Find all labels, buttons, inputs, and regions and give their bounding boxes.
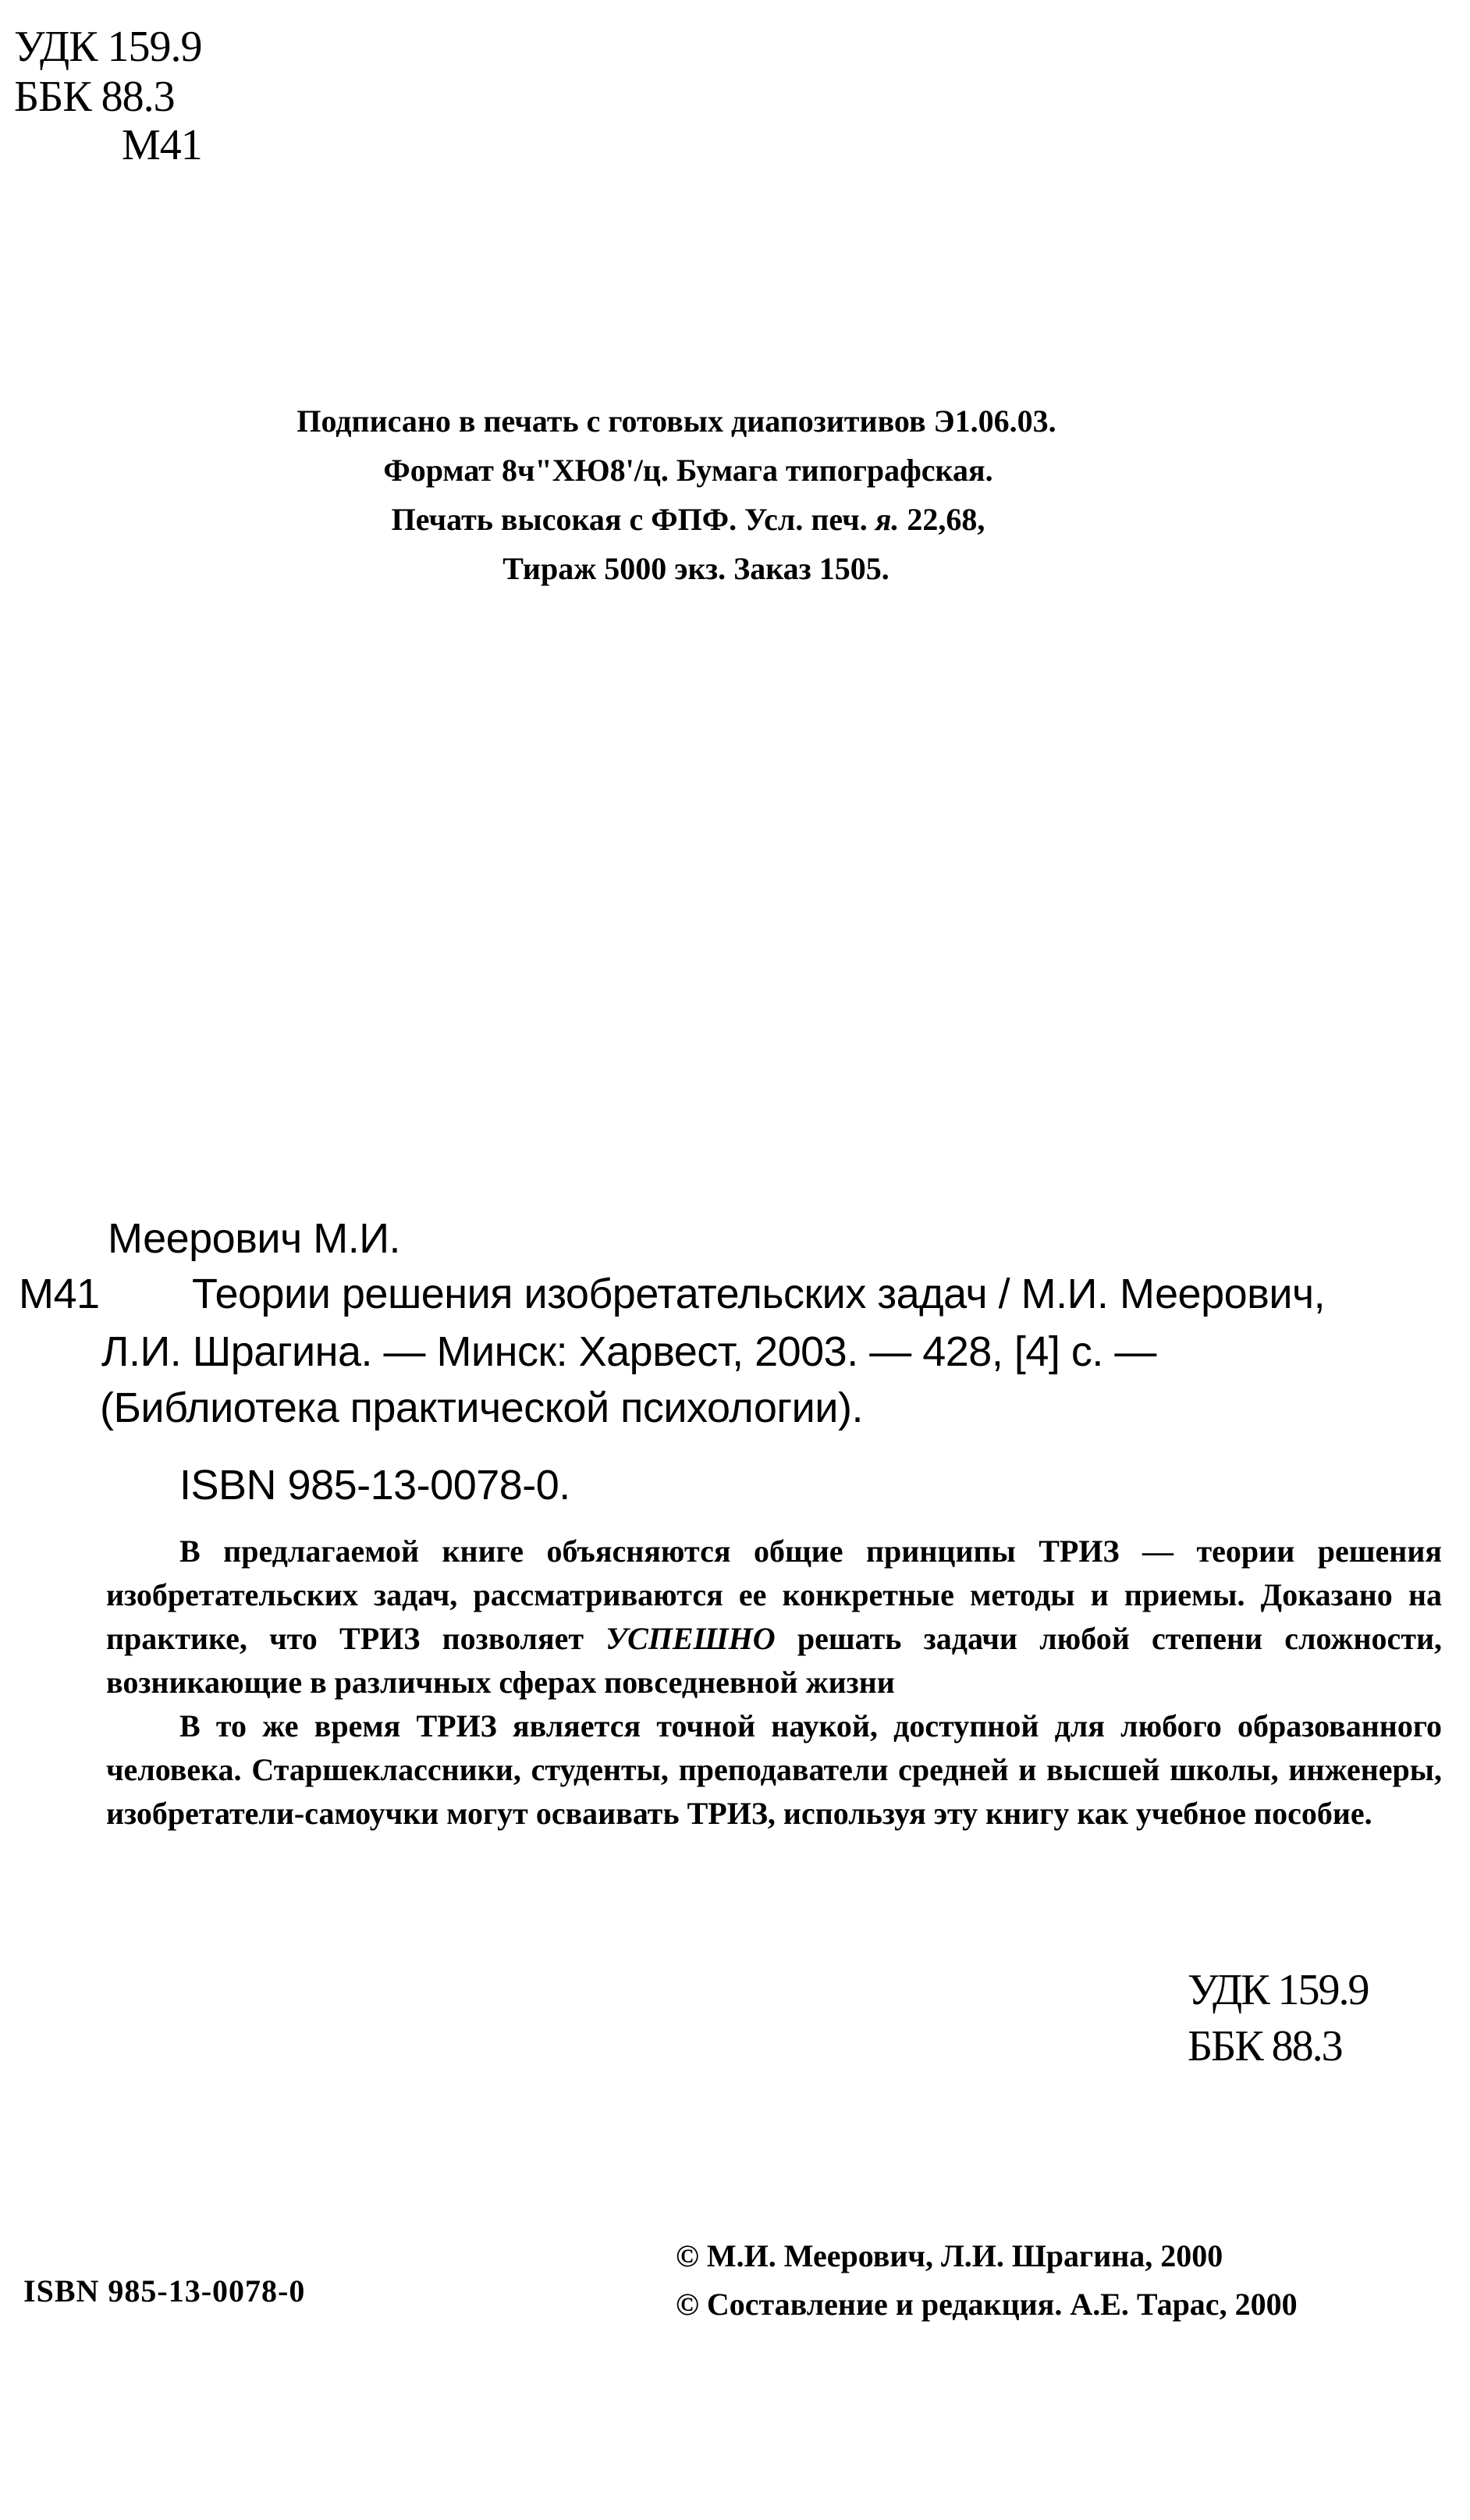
footer-isbn: ISBN 985-13-0078-0	[23, 2273, 306, 2309]
bbk-code: ББК 88.3	[14, 73, 175, 121]
print-sheets-italic: я.	[875, 502, 900, 537]
copyright-editing: © Составление и редакция. А.Е. Тарас, 2000	[676, 2287, 1298, 2322]
bbk-code-bottom: ББК 88.3	[1188, 2022, 1342, 2070]
author-mark: М41	[122, 121, 202, 169]
bib-series-line: (Библиотека практической психологии).	[100, 1384, 863, 1431]
annotation-paragraph-1: В предлагаемой книге объясняются общие принципы ТРИЗ — теории решения изобретательских задач, рассматриваются ее конкретные методы и приемы. Доказано на практике, что ТРИЗ позволяет УСПЕШНО решать задачи любой степени сложности, возникающие в различных сферах повседневной жизни	[106, 1534, 1443, 1700]
annotation	[106, 1530, 1442, 1836]
bib-mark: М41	[19, 1271, 100, 1317]
bib-isbn: ISBN 985-13-0078-0.	[179, 1462, 570, 1509]
udk-code-bottom: УДК 159.9	[1188, 1966, 1369, 2014]
bib-title-line: Теории решения изобретательских задач / М.И. Меерович,	[192, 1271, 1326, 1317]
print-info-line-3: Печать высокая с ФПФ. Усл. печ. я. 22,68,	[391, 502, 985, 537]
bib-authors-publisher-line: Л.И. Шрагина. — Минск: Харвест, 2003. — 428, [4] с. —	[101, 1328, 1156, 1375]
print-info-line-4: Тираж 5000 экз. Заказ 1505.	[502, 551, 889, 586]
udk-code: УДК 159.9	[14, 23, 202, 71]
bib-author: Меерович М.И.	[108, 1215, 401, 1262]
copyright-authors: © М.И. Меерович, Л.И. Шрагина, 2000	[676, 2238, 1223, 2273]
print-info-line-2: Формат 8ч"ХЮ8'/ц. Бумага типографская.	[383, 453, 993, 488]
annotation-paragraph-2: В то же время ТРИЗ является точной наукой, доступной для любого образованного человека. Старшеклассники, студенты, преподаватели средней и высшей школы, инженеры, изобретатели-самоучки могут осваивать ТРИЗ, используя эту книгу как учебное пособие.	[106, 1708, 1442, 1831]
print-info-line-1: Подписано в печать с готовых диапозитивов Э1.06.03.	[296, 403, 1056, 439]
print-info	[0, 396, 1470, 593]
annotation-emphasis: УСПЕШНО	[605, 1621, 776, 1656]
